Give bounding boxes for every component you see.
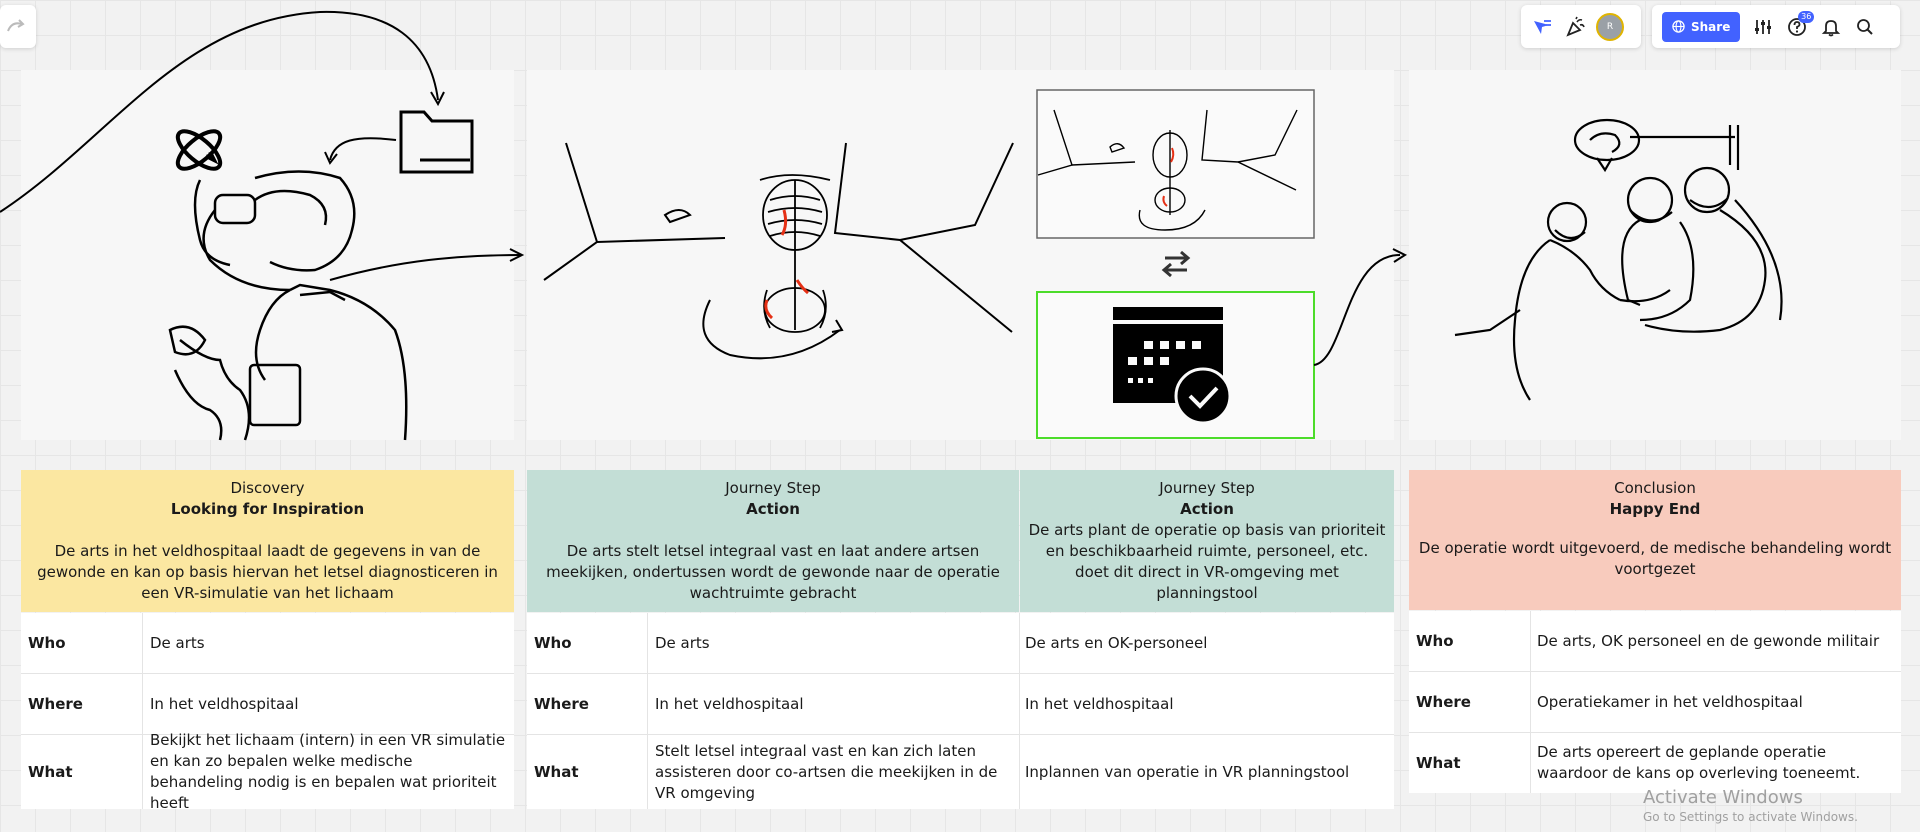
surgery-sketch <box>1455 120 1782 400</box>
row-label-who: Who <box>534 634 572 652</box>
table-row <box>21 613 514 674</box>
table-row <box>527 674 1394 735</box>
table-row <box>21 731 514 812</box>
swap-arrows-icon <box>1164 252 1188 276</box>
row-label-what: What <box>534 763 579 781</box>
card-journey-step-2 <box>1020 470 1394 612</box>
card-discovery <box>21 470 514 612</box>
row-value: De arts en OK-personeel <box>1025 633 1208 652</box>
card-title: Action <box>746 500 800 518</box>
table-row <box>527 613 1394 674</box>
table-row <box>21 674 514 735</box>
row-label-where: Where <box>534 695 589 713</box>
card-journey-step-1 <box>527 470 1019 612</box>
card-description: De arts in het veldhospitaal laadt de gegevens in van de gewonde en kan op basis hiervan het letsel diagnosticeren in een VR-simulatie van het lichaam <box>37 542 498 602</box>
table-journey <box>527 613 1394 809</box>
folder-icon <box>401 112 472 172</box>
row-label-what: What <box>1416 754 1461 772</box>
row-value: De arts <box>655 633 710 652</box>
doctor-vr-sketch <box>170 172 406 441</box>
injury-marks <box>766 210 808 318</box>
row-value: De arts, OK personeel en de gewonde militair <box>1537 631 1880 650</box>
table-discovery <box>21 613 514 812</box>
card-title: Looking for Inspiration <box>170 500 365 518</box>
card-description: De operatie wordt uitgevoerd, de medische behandeling wordt voortgezet <box>1418 539 1892 578</box>
card-description: De arts stelt letsel integraal vast en laat andere artsen meekijken, ondertussen wordt de gewonde naar de operatie wachtruimte gebracht <box>546 542 1000 602</box>
help-badge: 36 <box>1798 11 1814 23</box>
table-row <box>1409 733 1901 793</box>
card-title: Action <box>1180 500 1234 518</box>
row-value: In het veldhospitaal <box>655 694 804 713</box>
table-row <box>1409 611 1901 672</box>
row-value: Operatiekamer in het veldhospitaal <box>1537 692 1803 711</box>
row-label-who: Who <box>1416 632 1454 650</box>
card-category: Journey Step <box>725 479 821 497</box>
row-value: De arts <box>150 633 205 652</box>
watermark-subtitle: Go to Settings to activate Windows. <box>1643 810 1858 824</box>
row-value: Stelt letsel integraal vast en kan zich laten assisteren door co-artsen die meekijken in de VR omgeving <box>655 741 998 802</box>
card-conclusion <box>1409 470 1901 610</box>
table-conclusion <box>1409 611 1901 793</box>
row-label-who: Who <box>28 634 66 652</box>
card-category: Conclusion <box>1614 479 1696 497</box>
row-value: In het veldhospitaal <box>1025 694 1174 713</box>
row-label-where: Where <box>28 695 83 713</box>
share-label: Share <box>1691 19 1731 34</box>
skeleton-sketch <box>760 175 830 332</box>
row-value: Inplannen van operatie in VR planningstool <box>1025 762 1350 781</box>
card-category: Discovery <box>230 479 305 497</box>
row-value: Bekijkt het lichaam (intern) in een VR simulatie en kan zo bepalen welke medische behandeling nodig is en bepalen wat prioriteit heeft <box>150 731 506 812</box>
card-title: Happy End <box>1609 500 1701 518</box>
table-row <box>527 735 1394 809</box>
table-row <box>1409 672 1901 733</box>
card-category: Journey Step <box>1159 479 1255 497</box>
row-value: De arts opereert de geplande operatie waardoor de kans op overleving toeneemt. <box>1537 743 1861 782</box>
watermark-title: Activate Windows <box>1643 787 1803 808</box>
card-description: De arts plant de operatie op basis van prioriteit en beschikbaarheid ruimte, personeel, etc. doet dit direct in VR-omgeving met planningstool <box>1028 521 1386 602</box>
row-label-where: Where <box>1416 693 1471 711</box>
row-value: In het veldhospitaal <box>150 694 299 713</box>
atom-icon <box>172 125 226 175</box>
activation-watermark <box>1643 787 1858 824</box>
row-label-what: What <box>28 763 73 781</box>
avatar: R <box>1596 13 1624 41</box>
arrow-to-folder <box>0 12 438 212</box>
